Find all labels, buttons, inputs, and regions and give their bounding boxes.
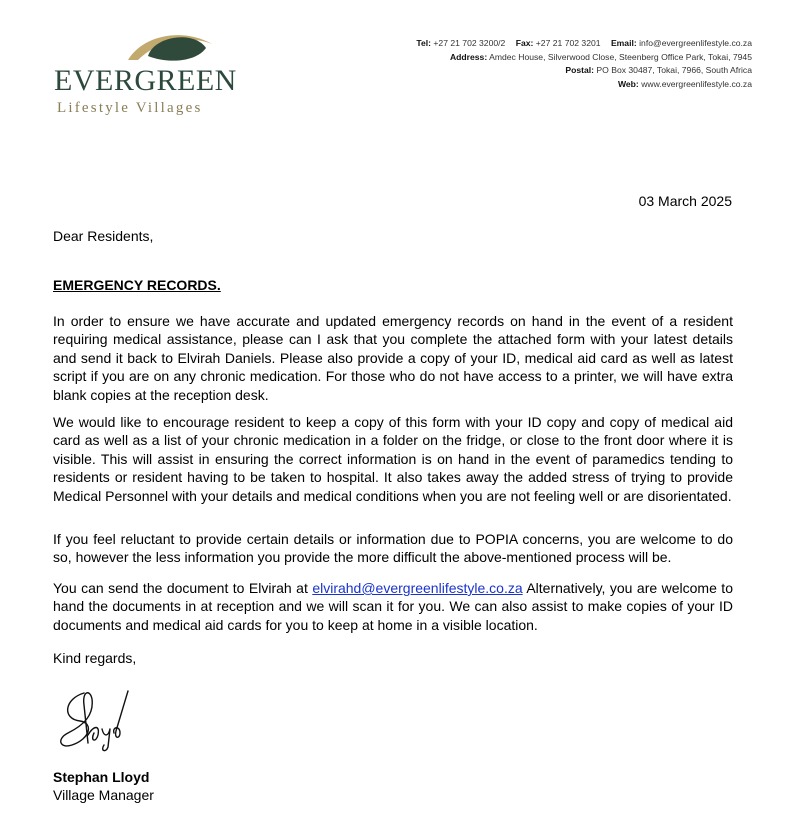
contact-line-address <box>416 51 752 65</box>
paragraph-2: We would like to encourage resident to keep a copy of this form with your ID copy and copy of medical aid card as well as a list of your chronic medication in a folder on the fridge, or close to the front door where it is visible. This will assist in ensuring the correct information is on hand in the event of paramedics tending to residents or resident having to be taken to hospital. It also takes away the added stress of trying to provide Medical Personnel with your details and medical conditions when you are not feeling well or are disorientated. <box>53 414 733 504</box>
contact-line-postal <box>416 64 752 78</box>
salutation: Dear Residents, <box>53 228 154 244</box>
address-value: Amdec House, Silverwood Close, Steenberg Office Park, Tokai, 7945 <box>489 51 752 62</box>
web-value: www.evergreenlifestyle.co.za <box>641 78 752 89</box>
letter-heading: EMERGENCY RECORDS. <box>53 277 221 293</box>
paragraph-1: In order to ensure we have accurate and updated emergency records on hand in the event of a resident requiring medical assistance, please can I ask that you complete the attached form with your latest details and send it back to Elvirah Daniels. Please also provide a copy of your ID, medical aid card as well as latest script if you are on any chronic medication. For those who do not have access to a printer, we will have extra blank copies at the reception desk. <box>53 313 733 403</box>
tel-value: +27 21 702 3200/2 <box>433 38 506 48</box>
email-value: info@evergreenlifestyle.co.za <box>639 38 752 48</box>
paragraph-3: If you feel reluctant to provide certain details or information due to POPIA concerns, you are welcome to do so, however the less information you provide the more difficult the above-mentioned process will be. <box>53 531 733 566</box>
signature-icon <box>54 685 144 755</box>
email-label: Email: <box>610 38 637 48</box>
contact-details <box>416 37 752 91</box>
web-label: Web: <box>617 78 639 89</box>
closing: Kind regards, <box>53 650 137 666</box>
paragraph-4-start: You can send the document to Elvirah at <box>53 580 313 596</box>
signatory-title: Village Manager <box>53 787 154 803</box>
paragraph-4-end: Alternatively, you are welcome to hand the documents in at reception and we will scan it for you. We can also assist to make copies of your ID documents and medical aid cards for you to keep at home in a visible location. <box>53 580 733 633</box>
postal-label: Postal: <box>565 65 595 75</box>
letter-date: 03 March 2025 <box>638 193 732 209</box>
signatory-name: Stephan Lloyd <box>53 769 150 785</box>
postal-value: PO Box 30487, Tokai, 7966, South Africa <box>596 65 752 75</box>
email-link[interactable]: elvirahd@evergreenlifestyle.co.za <box>312 580 523 596</box>
evergreen-logo <box>54 26 237 122</box>
contact-line-web <box>416 78 752 92</box>
signature <box>54 685 144 760</box>
paragraph-4 <box>53 579 733 634</box>
contact-line-phone <box>416 37 752 51</box>
fax-label: Fax: <box>515 38 534 48</box>
logo-tagline: Lifestyle Villages <box>57 100 203 116</box>
tel-label: Tel: <box>416 38 431 48</box>
address-label: Address: <box>449 51 488 62</box>
fax-value: +27 21 702 3201 <box>535 38 601 48</box>
logo-wordmark: EVERGREEN <box>54 64 237 97</box>
leaf-logo-icon <box>124 26 216 66</box>
